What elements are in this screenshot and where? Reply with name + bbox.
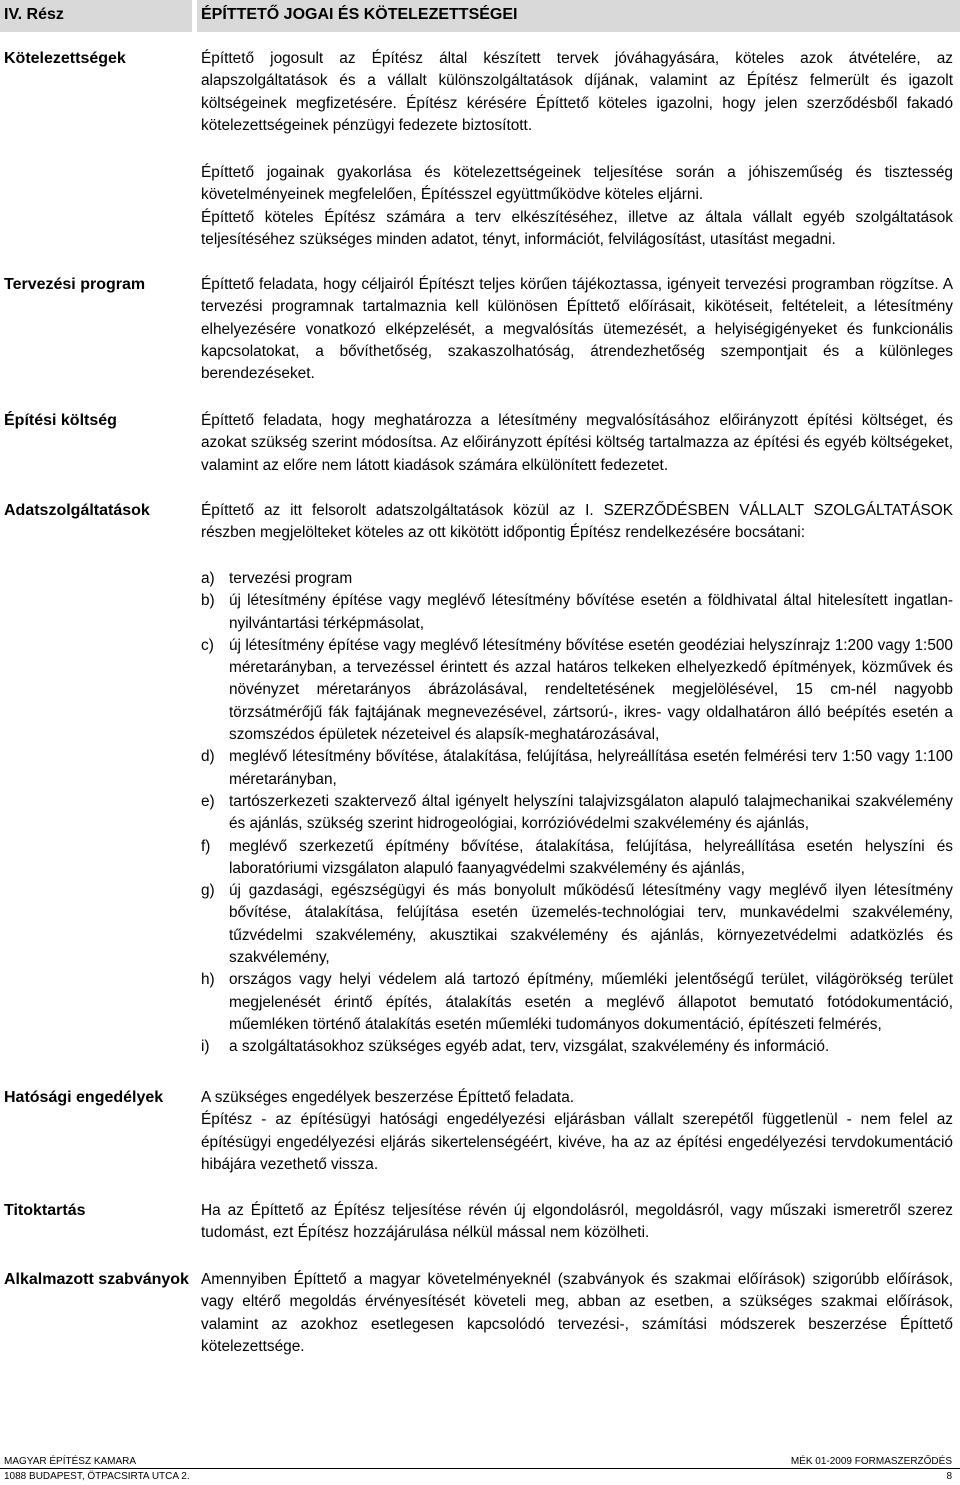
paragraph: Építtető feladata, hogy meghatározza a létesítmény megvalósításához előirányzott építési költséget, és azokat szükség szerint módosítsa. Az előirányzott építési költség tartalmazza az építési és egyéb költségeket, valamint az előre nem látott kiadások számára elkülönített fedezetet.	[201, 412, 953, 474]
data-supply-list	[201, 568, 953, 1059]
list-item	[201, 590, 953, 635]
text-alkalmazott-szabvanyok	[201, 1269, 953, 1358]
paragraph: Építtető jogosult az Építész által készített tervek jóváhagyására, köteles azok átvételére, az alapszolgáltatások és a vállalt különszolgáltatások díjának, valamint az Építész felmerült és igazolt költségeinek megfizetésére. Építész kérésére Építtető köteles igazolni, hogy jelen szerződésből fakadó kötelezettségeinek pénzügyi fedezete biztosított.	[201, 50, 953, 134]
label-alkalmazott-szabvanyok: Alkalmazott szabványok	[4, 1271, 189, 1288]
list-item	[201, 969, 953, 1036]
list-marker: d)	[201, 748, 215, 766]
list-item	[201, 568, 953, 590]
text-hatosagi-engedelyek	[201, 1087, 953, 1176]
list-marker: a)	[201, 570, 215, 587]
list-marker: f)	[201, 837, 211, 855]
text-adatszolgaltatasok	[201, 500, 953, 545]
section-number: IV. Rész	[0, 0, 192, 32]
footer-form-id: MÉK 01-2009 FORMASZERZŐDÉS	[790, 1456, 952, 1467]
list-marker: h)	[201, 971, 215, 989]
paragraph: Ha az Építtető az Építész teljesítése révén új elgondolásról, megoldásról, vagy műszaki ismeretről szerez tudomást, ezt Építész hozzájárulása nélkül mással nem közölheti.	[201, 1202, 953, 1242]
paragraph: Építtető az itt felsorolt adatszolgáltatások közül az I. SZERZŐDÉSBEN VÁLLALT SZOLGÁLTATÁSOK részben megjelölteket köteles az ott kikötött időpontig Építész rendelkezésére bocsátani:	[201, 502, 953, 542]
paragraph: Építtető feladata, hogy céljairól Építészt teljes körűen tájékoztassa, igényeit tervezési programban rögzítse. A tervezési programnak tartalmaznia kell különösen Építtető előírásait, kikötéseit, feltételeit, a létesítmény elhelyezésére vonatkozó elképzelését, a megvalósítás ütemezését, a helyiségigényeket és funkcionális kapcsolatokat, a bővíthetőség, szakaszolhatóság, átrendezhetőség szempontjait és a különleges berendezéseket.	[201, 276, 953, 383]
list-text: meglévő szerkezetű építmény bővítése, átalakítása, felújítása, helyreállítása esetén helyszíni és laboratóriumi vizsgálaton alapuló faanyagvédelmi szakvélemény és ajánlás,	[229, 837, 953, 877]
list-text: meglévő létesítmény bővítése, átalakítása, felújítása, helyreállítása esetén felmérési terv 1:50 vagy 1:100 méretarányban,	[229, 748, 953, 788]
label-kotelezettsegek: Kötelezettségek	[4, 50, 126, 67]
list-item	[201, 791, 953, 836]
list-item	[201, 746, 953, 791]
label-adatszolgaltatasok: Adatszolgáltatások	[4, 502, 150, 519]
text-kotelezettsegek-2	[201, 162, 953, 251]
section-header	[0, 0, 960, 32]
list-item	[201, 836, 953, 881]
list-text: új létesítmény építése vagy meglévő létesítmény bővítése esetén a földhivatal által hitelesített ingatlan-nyilvántartási térképmásolat,	[229, 592, 953, 632]
list-item	[201, 635, 953, 746]
section-title: ÉPÍTTETŐ JOGAI ÉS KÖTELEZETTSÉGEI	[197, 0, 960, 32]
text-epitesi-koltseg	[201, 410, 953, 477]
footer-divider	[0, 1468, 960, 1469]
list-text: a szolgáltatásokhoz szükséges egyéb adat, terv, vizsgálat, szakvélemény és információ.	[229, 1038, 830, 1056]
paragraph: Építész - az építésügyi hatósági engedélyezési eljárásban vállalt szerepétől függetlenül - nem felel az építésügyi engedélyezési eljárás sikertelenségéért, kivéve, ha az az építési engedélyezési tervdokumentáció hibájára vezethető vissza.	[201, 1111, 953, 1173]
paragraph: Amennyiben Építtető a magyar követelményeknél (szabványok és szakmai előírások) szigorúbb előírások, vagy eltérő megoldás érvényesítését követeli meg, abban az esetben, a szükséges szakmai előírások, valamint az azokhoz esetlegesen kapcsolódó tervezési-, számítási módszerek beszerzése Építtető kötelezettsége.	[201, 1271, 953, 1355]
page-number: 8	[946, 1471, 952, 1482]
list-marker: b)	[201, 592, 215, 610]
list-marker: c)	[201, 636, 214, 654]
list-text: tartószerkezeti szaktervező által igényelt helyszíni talajvizsgálaton alapuló talajmechanikai szakvélemény és ajánlás, szükség szerint hidrogeológiai, korrózióvédelmi szakvélemény és ajánlás,	[229, 792, 953, 833]
text-titoktartas	[201, 1200, 953, 1245]
list-marker: e)	[201, 792, 215, 810]
text-kotelezettsegek-1	[201, 48, 953, 137]
footer-address: 1088 BUDAPEST, ÖTPACSIRTA UTCA 2.	[4, 1471, 190, 1482]
label-titoktartas: Titoktartás	[4, 1202, 86, 1219]
list-item	[201, 1036, 953, 1058]
list-text: országos vagy helyi védelem alá tartozó építmény, műemléki jelentőségű terület, világörökség terület megjelenését érintő építés, átalakítás esetén a meglévő állapotot bemutató fotódokumentáció, műemléken történő átalakítás esetén műemléki tudományos dokumentáció, építészeti felmérés,	[229, 971, 953, 1033]
label-epitesi-koltseg: Építési költség	[4, 412, 117, 429]
footer-organization: MAGYAR ÉPÍTÉSZ KAMARA	[4, 1456, 137, 1467]
list-text: új létesítmény építése vagy meglévő létesítmény bővítése esetén geodéziai helyszínrajz 1:200 vagy 1:500 méretarányban, a tervezéssel érintett és azzal határos telkeken elhelyezkedő építmények, közművek és növényzet méretarányos ábrázolásával, rendeltetésének megjelölésével, 15 cm-nél nagyobb törzsátmérőjű fák fajtájának megnevezésével, zártsorú-, ikres- vagy oldalhatáron álló beépítés esetén a szomszédos épületek nézeteivel és alapsík-meghatározásával,	[229, 636, 953, 744]
list-marker: g)	[201, 882, 215, 900]
paragraph: A szükséges engedélyek beszerzése Építtető feladata.	[201, 1089, 575, 1106]
label-hatosagi-engedelyek: Hatósági engedélyek	[4, 1089, 164, 1106]
list-marker: i)	[201, 1038, 210, 1056]
list-text: új gazdasági, egészségügyi és más bonyolult működésű létesítmény vagy meglévő ilyen létesítmény bővítése, átalakítása, felújítása esetén üzemelés-technológiai terv, munkavédelmi szakvélemény, tűzvédelmi szakvélemény, akusztikai szakvélemény és ajánlás, környezetvédelmi adatközlés és szakvélemény,	[229, 882, 953, 967]
text-tervezesi-program	[201, 274, 953, 385]
paragraph: Építtető köteles Építész számára a terv elkészítéséhez, illetve az általa vállalt egyéb szolgáltatások teljesítéséhez szükséges minden adatot, tényt, információt, felvilágosítást, utasítást megadni.	[201, 208, 953, 248]
label-tervezesi-program: Tervezési program	[4, 276, 146, 293]
paragraph: Építtető jogainak gyakorlása és kötelezettségeinek teljesítése során a jóhiszeműség és tisztesség követelményeinek megfelelően, Építésszel együttműködve köteles eljárni.	[201, 164, 953, 204]
list-text: tervezési program	[229, 570, 353, 587]
list-item	[201, 880, 953, 969]
